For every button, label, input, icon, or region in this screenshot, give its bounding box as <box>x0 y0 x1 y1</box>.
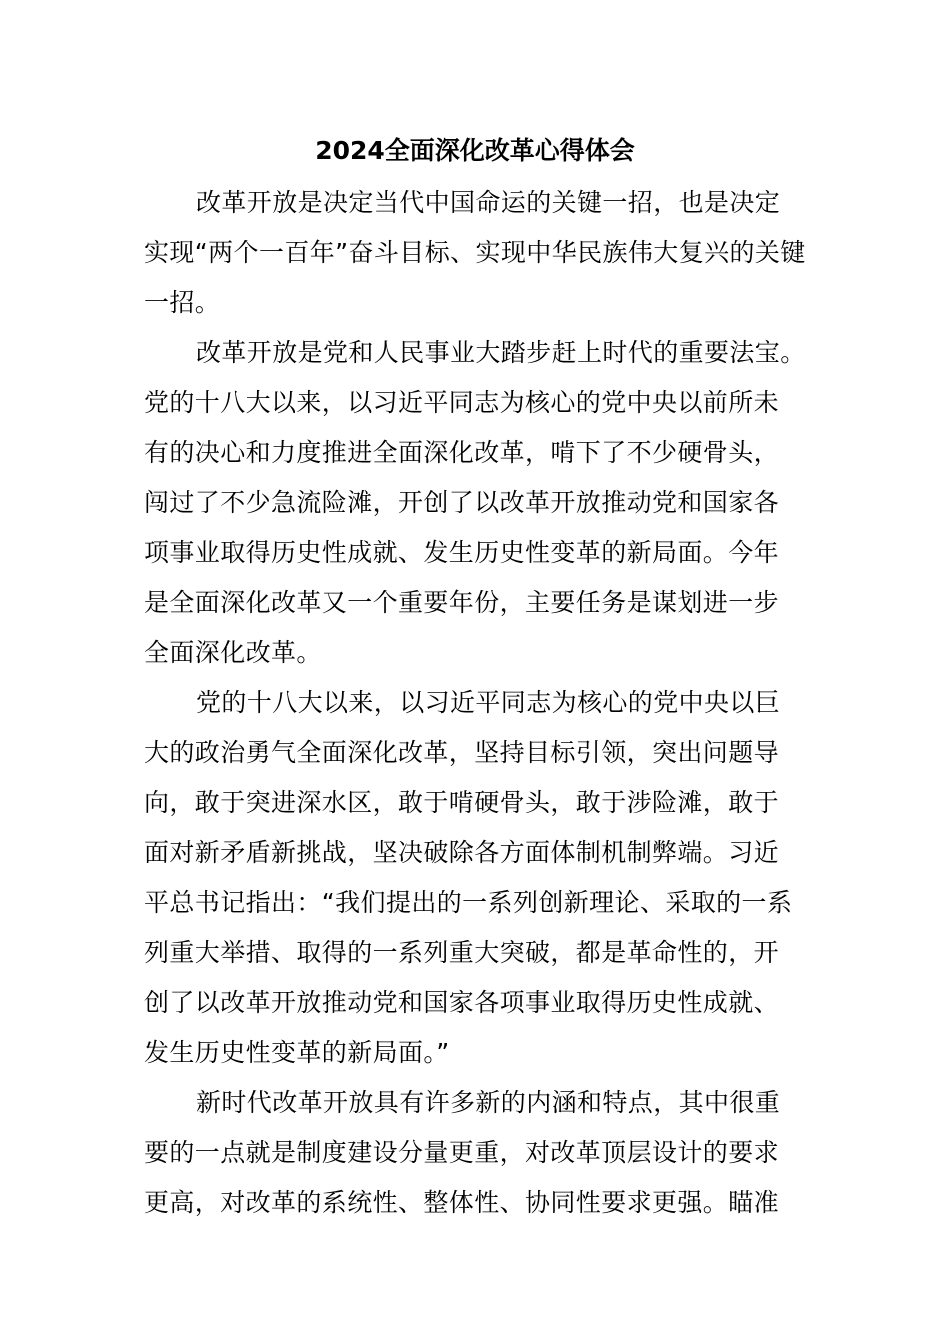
paragraph-4 <box>144 1078 808 1228</box>
paragraph-line: 党的十八大以来，以习近平同志为核心的党中央以巨 <box>196 688 781 717</box>
paragraph-line: 有的决心和力度推进全面深化改革，啃下了不少硬骨头， <box>144 438 780 467</box>
paragraph-1 <box>144 178 808 328</box>
paragraph-line: 全面深化改革。 <box>144 638 322 667</box>
paragraph-3 <box>144 678 808 1078</box>
paragraph-line: 平总书记指出：“我们提出的一系列创新理论、采取的一系 <box>144 888 793 917</box>
document-title: 2024全面深化改革心得体会 <box>315 136 635 165</box>
paragraph-line: 列重大举措、取得的一系列重大突破，都是革命性的，开 <box>144 938 780 967</box>
paragraph-line: 项事业取得历史性成就、发生历史性变革的新局面。今年 <box>144 538 780 567</box>
paragraph-line: 党的十八大以来，以习近平同志为核心的党中央以前所未 <box>144 388 780 417</box>
paragraph-line: 发生历史性变革的新局面。” <box>144 1038 450 1067</box>
paragraph-line: 创了以改革开放推动党和国家各项事业取得历史性成就、 <box>144 988 780 1017</box>
paragraph-line: 更高，对改革的系统性、整体性、协同性要求更强。瞄准 <box>144 1188 780 1217</box>
document-body <box>144 178 808 1228</box>
paragraph-line: 新时代改革开放具有许多新的内涵和特点，其中很重 <box>196 1088 781 1117</box>
paragraph-line: 实现“两个一百年”奋斗目标、实现中华民族伟大复兴的关键 <box>144 238 806 267</box>
paragraph-line: 面对新矛盾新挑战，坚决破除各方面体制机制弊端。习近 <box>144 838 780 867</box>
paragraph-line: 要的一点就是制度建设分量更重，对改革顶层设计的要求 <box>144 1138 780 1167</box>
paragraph-line: 是全面深化改革又一个重要年份，主要任务是谋划进一步 <box>144 588 780 617</box>
paragraph-line: 一招。 <box>144 288 221 317</box>
paragraph-2 <box>144 328 808 678</box>
paragraph-line: 闯过了不少急流险滩，开创了以改革开放推动党和国家各 <box>144 488 780 517</box>
paragraph-line: 改革开放是党和人民事业大踏步赶上时代的重要法宝。 <box>196 338 806 367</box>
paragraph-line: 向，敢于突进深水区，敢于啃硬骨头，敢于涉险滩，敢于 <box>144 788 780 817</box>
paragraph-line: 改革开放是决定当代中国命运的关键一招，也是决定 <box>196 188 781 217</box>
paragraph-line: 大的政治勇气全面深化改革，坚持目标引领，突出问题导 <box>144 738 780 767</box>
